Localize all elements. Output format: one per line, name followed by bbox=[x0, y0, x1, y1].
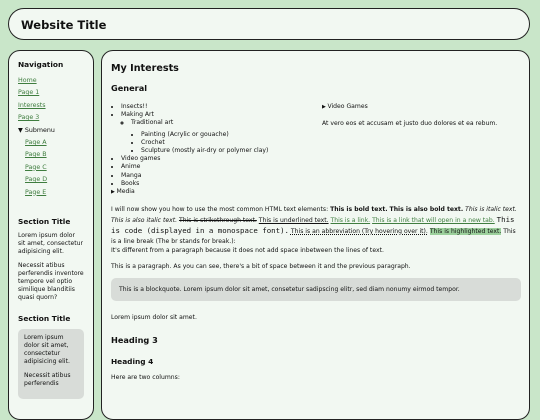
list-item: • Anime bbox=[121, 163, 322, 171]
nav-item bbox=[18, 87, 84, 99]
bold-text: This is bold text. bbox=[330, 206, 388, 214]
list-item bbox=[131, 119, 322, 155]
intro-text: I will now show you how to use the most common HTML text elements: bbox=[111, 206, 331, 214]
nav-item bbox=[18, 162, 84, 174]
italic-text: This is also italic text. bbox=[111, 217, 178, 225]
nav-link-page-c[interactable]: Page C bbox=[25, 163, 47, 171]
heading-3: Heading 3 bbox=[111, 334, 158, 345]
site-title: Website Title bbox=[21, 18, 107, 32]
site-header bbox=[8, 8, 530, 40]
text-elements-paragraph bbox=[111, 205, 521, 256]
nav-link-page-a[interactable]: Page A bbox=[25, 138, 47, 146]
right-column bbox=[322, 103, 521, 196]
nav-link-page-d[interactable]: Page D bbox=[25, 176, 48, 184]
video-games-details-toggle[interactable] bbox=[322, 103, 521, 110]
nav-heading: Navigation bbox=[18, 60, 64, 69]
paragraph: Lorem ipsum dolor sit amet. bbox=[111, 314, 197, 322]
after-break-text: It's different from a paragraph because it does not add space inbetween the lines of text. bbox=[111, 247, 384, 255]
nested-list bbox=[121, 119, 322, 155]
blockquote: This is a blockquote. Lorem ipsum dolor sit amet, consetetur sadipscing elitr, sed diam nonumy eirmod tempor. bbox=[111, 278, 521, 301]
list-item: • Crochet bbox=[141, 139, 322, 147]
example-link-new-tab[interactable]: This is a link that will open in a new tab. bbox=[372, 217, 495, 225]
media-list bbox=[111, 155, 322, 196]
nav-link-page-1[interactable]: Page 1 bbox=[18, 89, 40, 97]
main-content bbox=[101, 50, 530, 420]
highlighted-text: This is highlighted text. bbox=[429, 227, 502, 235]
section-text: Lorem ipsum dolor sit amet, consectetur adipisicing elit. bbox=[18, 231, 83, 255]
section-text: Lorem ipsum dolor sit amet, consectetur adipisicing elit. bbox=[24, 333, 70, 365]
nav-item bbox=[18, 125, 84, 137]
list-item: • Sculpture (mostly air-dry or polymer clay) bbox=[141, 147, 322, 155]
nav-item bbox=[18, 137, 84, 149]
sidebar bbox=[8, 50, 94, 420]
strike-text: This is strikethrough text. bbox=[178, 217, 257, 225]
nav-link-interests[interactable]: Interests bbox=[18, 101, 46, 109]
nav-item bbox=[18, 75, 84, 87]
heading-4: Heading 4 bbox=[111, 356, 154, 366]
interests-list bbox=[111, 103, 322, 155]
underline-text: This is underlined text. bbox=[258, 217, 329, 225]
section-text: Necessit atibus perferendis inventore tempore vel optio similique blanditiis quasi quorn? bbox=[18, 261, 84, 301]
code-text: This is code (displayed in a monospace font). bbox=[111, 215, 515, 235]
paragraph: This is a paragraph. As you can see, there's a bit of space between it and the previous paragraph. bbox=[111, 263, 411, 271]
triangle-right-icon: ▶ bbox=[322, 104, 328, 110]
general-columns bbox=[111, 103, 521, 196]
section-text: Necessit atibus perferendis bbox=[24, 371, 71, 387]
nav-link-home[interactable]: Home bbox=[18, 77, 37, 84]
section-title: Section Title bbox=[18, 216, 71, 226]
list-item: • Manga bbox=[121, 172, 322, 180]
general-heading: General bbox=[111, 83, 148, 93]
nav-item bbox=[18, 149, 84, 161]
details-label: Video Games bbox=[327, 103, 368, 110]
page-title: My Interests bbox=[111, 63, 179, 74]
bold-text: This is also bold text. bbox=[389, 206, 464, 214]
line-break-text: This is a line break (The br stands for break.): bbox=[111, 227, 516, 245]
abbr-text[interactable]: This is an abbreviation (Try hovering over it). bbox=[290, 227, 428, 235]
left-column bbox=[111, 103, 322, 196]
media-details-toggle[interactable]: ▶ Media bbox=[111, 188, 322, 196]
list-item: • Painting (Acrylic or gouache) bbox=[141, 131, 322, 139]
right-text: At vero eos et accusam et justo duo dolores et ea rebum. bbox=[322, 120, 498, 127]
example-link[interactable]: This is a link. bbox=[330, 217, 371, 225]
submenu-toggle[interactable]: ▼ Submenu bbox=[18, 126, 55, 134]
list-item: • Insects!! bbox=[121, 103, 322, 111]
nav-item bbox=[18, 112, 84, 124]
list-item-label: Making Art bbox=[121, 111, 154, 119]
nav-item bbox=[18, 174, 84, 186]
nav-link-page-3[interactable]: Page 3 bbox=[18, 114, 40, 122]
nav-link-page-b[interactable]: Page B bbox=[25, 151, 47, 159]
list-item: • Video games bbox=[121, 155, 322, 163]
section-title: Section Title bbox=[18, 313, 71, 323]
nav-list bbox=[18, 75, 84, 199]
list-item: • Books bbox=[121, 180, 322, 188]
columns-text: Here are two columns: bbox=[111, 373, 180, 381]
nav-item bbox=[18, 100, 84, 112]
nav-link-page-e[interactable]: Page E bbox=[25, 188, 47, 196]
section-box bbox=[18, 329, 84, 399]
list-item bbox=[121, 111, 322, 155]
italic-text: This is italic text. bbox=[465, 206, 517, 214]
nav-item bbox=[18, 187, 84, 199]
nested-list bbox=[131, 131, 322, 156]
list-item-label: Traditional art bbox=[131, 119, 174, 127]
